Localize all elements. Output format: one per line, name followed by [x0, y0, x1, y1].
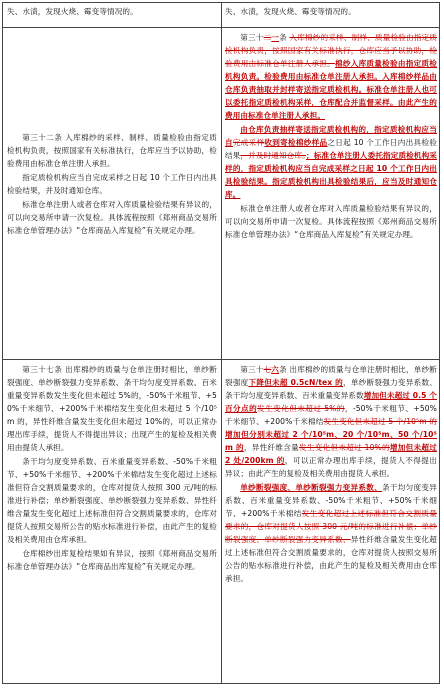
- row2-right-para-3: 标准仓单注册人或者仓库对入库质量检验结果有异议的，可以向交易所申请一次复检。具体流程按照《郑州商品交易所标准仓单管理办法》“仓库商品入库复检”有关规定办理。: [225, 204, 437, 239]
- body-text: ，异性纤维含量: [243, 443, 299, 452]
- deleted-text: 二: [263, 33, 272, 42]
- row1-left-cell: [7, 5, 217, 27]
- comparison-table: [2, 2, 440, 684]
- body-text: 异性纤维含量发生变化超过上述标准但符合交割质量要求的，仓库对提货人按照交易所公告的贴水标准进行补偿，由此产生的复检及相关费用由仓库承担。: [225, 535, 437, 583]
- deleted-text: 七: [263, 365, 272, 374]
- deleted-text: ，并及时通知仓库。: [240, 151, 306, 160]
- row2-left-para-1: 第三十二条 入库棉纱的采样、制样、质量检验由指定质检机构负责，按照国家有关标准执行，仓库应当予以协助，检验费用由标准仓单注册人承担。: [7, 133, 217, 168]
- deleted-text: 入库棉纱的采样、制样、质量检验由指定质检机构负责，按照国家有关标准执行，仓库应当予以协助，检验费用由标准仓单注册人承担。: [225, 33, 437, 68]
- deleted-text: 完成采样: [232, 138, 265, 147]
- row2-right-para-1: [225, 31, 437, 122]
- row3-left-para-2: 条干均匀度变异系数、百米重量变异系数、-50%千米粗节、+50%千米细节、+200%千米棉结发生变化超过上述标准但符合交割质量要求的，仓库对提货人按照 300 元/吨的标准进行补偿；单纱断裂强度、单纱断裂强力变异系数、异性纤维含量发生变化超过上述标准但符合交割质量要求的，仓库对提货人按照交易所公告的贴水标准进行补偿，由此产生的复检及相关费用由仓库承担。: [7, 457, 217, 544]
- row3-left-para-3: 仓库棉纱出库复检结果如有异议，按照《郑州商品交易所标准仓单管理办法》“仓库商品出库复检”有关规定办理。: [7, 549, 217, 571]
- inserted-text: 增加但分别未超过 2 个/10⁵m、20 个/10⁵m、50 个/10⁵m 的: [225, 430, 437, 452]
- body-text: 条干均匀度变异系数、百米重量变异系数、-50%千米粗节、+50%千米细节、+200%千米棉结: [225, 483, 437, 518]
- article-label: 第三十: [240, 33, 264, 42]
- row2-right-cell: [225, 31, 437, 357]
- deleted-text: 发生变化但未超过 5%的: [257, 404, 345, 413]
- body-text: ，可以正常办理出库手续，提货人不得提出异议；由此产生的复检及相关费用由提货人承担。: [225, 456, 437, 478]
- row3-right-cell: [225, 363, 437, 683]
- body-text: ，-50%千米粗节、+50%千米细节、+200%千米棉结: [225, 404, 437, 426]
- inserted-text: 增加但未超过 2 处/200km 的: [225, 443, 437, 465]
- inserted-text: ；标准仓单注册人委托指定质检机构采样的，指定质检机构应当自完成采样之日起 10 个工作日内出具检验结果。指定质检机构出具检验结果后，应当及时通知仓库。: [225, 151, 437, 199]
- row1-right-cell: [225, 5, 437, 27]
- inserted-text: 由仓库负责抽样寄送指定质检机构的，指定质检机构应当自: [225, 125, 437, 147]
- deleted-text: 发生变化但未超过 5 个/10⁵m 的: [323, 417, 437, 426]
- inserted-text: 单纱断裂强度、单纱断裂强力变异系数、: [240, 483, 383, 492]
- deleted-text: 发生变化但未超过 10%的: [298, 443, 390, 452]
- row2-left-para-2: 指定质检机构应当自完成采样之日起 10 个工作日内出具检验结果，并及时通知仓库。: [7, 173, 217, 195]
- article-label: 条: [279, 33, 290, 42]
- row-divider-2: [3, 359, 439, 360]
- deleted-text: 发生变化超过上述标准但符合交割质量要求的，仓库对提货人按照 300 元/吨的标准进行补偿；单纱断裂强度、单纱断裂强力变异系数、: [225, 509, 437, 544]
- inserted-text: 六: [271, 365, 280, 374]
- row2-left-cell: [7, 131, 217, 331]
- article-label: 第三十: [240, 365, 264, 374]
- inserted-text: 收到寄检棉纱样品: [264, 138, 328, 147]
- body-text: 之日起 10 个工作日内出具检验结果: [225, 138, 437, 160]
- row1-right-text: 失、水渍，发现火烧、霉变等情况的。: [225, 7, 356, 16]
- row3-right-para-1: [225, 363, 437, 480]
- body-text: ，单纱断裂强力变异系数、条干均匀度变异系数、百米重量变异系数: [225, 378, 437, 400]
- row1-left-text: 失、水渍，发现火烧、霉变等情况的。: [7, 7, 138, 16]
- row2-right-para-2: [225, 123, 437, 201]
- row3-left-cell: [7, 363, 217, 683]
- row2-left-para-3: 标准仓单注册人或者仓库对入库质量检验结果有异议的，可以向交易所申请一次复检。具体流程按照《郑州商品交易所标准仓单管理办法》“仓库商品入库复检”有关规定办理。: [7, 200, 217, 235]
- row3-left-para-1: 第三十七条 出库棉纱的质量与仓单注册时相比，单纱断裂强度、单纱断裂强力变异系数、条干均匀度变异系数、百米重量变异系数发生变化但未超过 5%的，-50%千米粗节、+50%千米细节、+200%千米棉结发生变化但未超过 5 个/10⁵m 的，异性纤维含量发生变化但未超过 10%的，可以正常办理出库手续，提货人不得提出异议；出现产生的复检及相关费用由提货人承担。: [7, 365, 217, 452]
- inserted-text: 下降但未超 0.5cN/tex 的: [248, 378, 344, 387]
- row-divider-1: [3, 27, 439, 28]
- inserted-text: 增加但未超过 0.5 个百分点的: [225, 391, 437, 413]
- column-divider: [221, 3, 222, 683]
- inserted-text: 棉纱入库质量检验由指定质检机构负责。检验费用由标准仓单注册人承担。入库棉纱样品由仓库负责抽取并封样寄送指定质检机构。标准仓单注册人也可以委托指定质检机构采样，仓库配合并监督采样。由此产生的费用由标准仓单注册人承担。: [225, 59, 437, 120]
- inserted-text: 一: [271, 33, 280, 42]
- row3-right-para-2: [225, 481, 437, 585]
- body-text: 条 出库棉纱的质量与仓单注册时相比，单纱断裂强度: [225, 365, 437, 387]
